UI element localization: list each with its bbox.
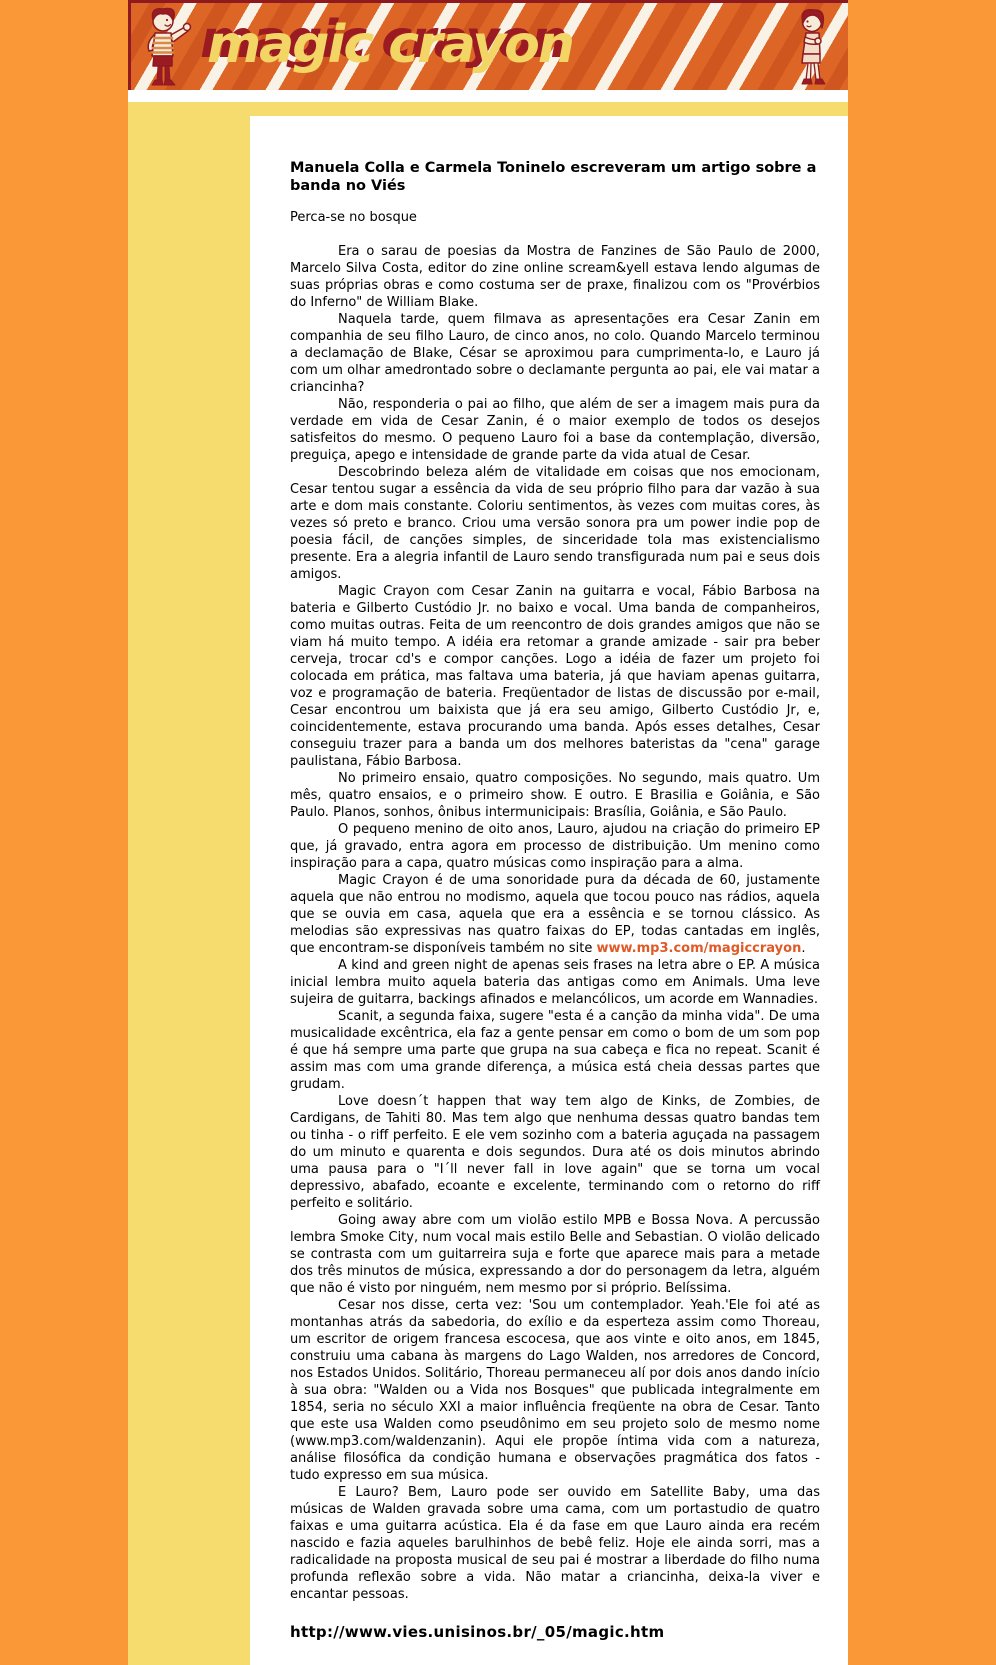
article-paragraph [290,583,820,770]
article-paragraph [290,1212,820,1297]
article-paragraph [290,1008,820,1093]
article-heading: Manuela Colla e Carmela Toninelo escreveram um artigo sobre a banda no Viés [290,160,817,194]
article-paragraph [290,311,820,396]
paragraph-text: A kind and green night de apenas seis frases na letra abre o EP. A música inicial lembra muito aquela bateria das antigas como em Animals. Uma leve sujeira de guitarra, backings afinados e melancólicos, um acorde em Wannadies. [290,958,820,1007]
article-body [290,243,820,1603]
article-paragraph [290,957,820,1008]
paragraph-text: Love doesn´t happen that way tem algo de Kinks, de Zombies, de Cardigans, de Tahiti 80. Mas tem algo que nenhuma dessas quatro bandas tem ou tinha - o riff perfeito. E ele vem sozinho com a bateria aguçada na passagem do um minuto e quarenta e dois segundos. Dura até os dois minutos abrindo uma pausa para o "I´ll never fall in love again" que se torna um vocal depressivo, abafado, ecoante e excelente, terminando com o retorno do riff perfeito e solitário. [290,1094,820,1211]
site-header-banner [128,0,848,90]
paragraph-text: E Lauro? Bem, Lauro pode ser ouvido em Satellite Baby, uma das músicas de Walden gravada sobre uma cama, com um portastudio de quatro faixas e uma guitarra acústica. Ela é da fase em que Lauro ainda era recém nascido e fazia aqueles barulhinhos de bebê feliz. Hoje ele ainda sorri, mas a radicalidade na proposta musical de seu pai é mostrar a liberdade do filho numa profunda reflexão sobre a vida. Não matar a criancinha, deixa-la viver e encantar pessoas. [290,1485,820,1602]
paragraph-text: O pequeno menino de oito anos, Lauro, ajudou na criação do primeiro EP que, já gravado, entra agora em processo de distribuição. Um menino como inspiração para a capa, quatro músicas como inspiração para a alma. [290,822,820,871]
content-frame [128,102,848,1665]
paragraph-text: Descobrindo beleza além de vitalidade em coisas que nos emocionam, Cesar tentou sugar a essência da vida de seu próprio filho para dar vazão à sua arte e dom mais constante. Coloriu sentimentos, às vezes com muitas cores, às vezes só preto e branco. Criou uma versão sonora pra um power indie pop de poesia fácil, de canções simples, de sinceridade tola mas existencialismo presente. Era a alegria infantil de Lauro sendo transfigurada num pai e seus dois amigos. [290,465,820,582]
article-paragraph [290,872,820,957]
paragraph-text: Magic Crayon com Cesar Zanin na guitarra e vocal, Fábio Barbosa na bateria e Gilberto Custódio Jr. no baixo e vocal. Uma banda de companheiros, como muitas outras. Feita de um reencontro de dois grandes amigos que não se viam há muito tempo. A idéia era retomar a grande amizade - sair pra beber cerveja, trocar cd's e compor canções. Logo a idéia de fazer um projeto foi colocada em prática, mas faltava uma bateria, já que haviam apenas guitarra, voz e programação de bateria. Freqüentador de listas de discussão por e-mail, Cesar encontrou um baixista que já era seu amigo, Gilberto Custódio Jr, e, coincidentemente, estava procurando uma banda. Após esses detalhes, Cesar conseguiu trazer para a banda um dos melhores bateristas da "cena" garage paulistana, Fábio Barbosa. [290,584,820,769]
article-paragraph [290,396,820,464]
article-panel [250,116,848,1665]
article-paragraph [290,243,820,311]
article-paragraph [290,770,820,821]
cartoon-boy-mascot-icon [135,6,193,88]
article-paragraph [290,1297,820,1484]
source-url: http://www.vies.unisinos.br/_05/magic.htm [290,1623,665,1641]
paragraph-text: Scanit, a segunda faixa, sugere "esta é a canção da minha vida". De uma musicalidade excêntrica, ela faz a gente pensar em como o bom de um som pop é que há sempre uma parte que grupa na sua cabeça e fica no repeat. Scanit é assim mas com uma grande diferença, a música está cheia dessas partes que grudam. [290,1009,820,1092]
paragraph-text: No primeiro ensaio, quatro composições. No segundo, mais quatro. Um mês, quatro ensaios, e o primeiro show. E outro. E Brasilia e Goiânia, e São Paulo. Planos, sonhos, ônibus intermunicipais: Brasília, Goiânia, e São Paulo. [290,771,820,820]
paragraph-text: . [801,941,806,956]
header-divider [128,90,848,102]
site-wrapper [128,0,848,1665]
paragraph-text: Não, responderia o pai ao filho, que além de ser a imagem mais pura da verdade em vida de Cesar Zanin, é o maior exemplo de todos os desejos satisfeitos do mesmo. O pequeno Lauro foi a base da contemplação, diversão, preguiça, apego e intensidade de grande parte da vida atual de Cesar. [290,397,820,463]
paragraph-text: Naquela tarde, quem filmava as apresentações era Cesar Zanin em companhia de seu filho Lauro, de cinco anos, no colo. Quando Marcelo terminou a declamação de Blake, César se aproximou para cumprimenta-lo, e Lauro já com um olhar amedrontado sobre o declamante pergunta ao pai, ele vai matar a criancinha? [290,312,820,395]
mp3-magiccrayon-link[interactable]: www.mp3.com/magiccrayon [596,941,802,956]
site-logo: magic crayon [207,15,573,75]
paragraph-text: Cesar nos disse, certa vez: 'Sou um contemplador. Yeah.'Ele foi até as montanhas atrás da sabedoria, do exílio e da esperteza assim como Thoreau, um escritor de origem francesa escocesa, que aos vinte e oito anos, em 1845, construiu uma cabana às margens do Lago Walden, nos arredores de Concord, nos Estados Unidos. Solitário, Thoreau permaneceu alí por dois anos dando início à sua obra: "Walden ou a Vida nos Bosques" que publicada integralmente em 1854, seria no século XXI a maior influência freqüente na obra de Cesar. Tanto que este usa Walden como pseudônimo em seu projeto solo de mesmo nome (www.mp3.com/waldenzanin). Aqui ele propõe íntima vida com a natureza, análise filosófica da condição humana e observações pragmática dos fatos - tudo expresso em sua música. [290,1298,820,1483]
article-paragraph [290,1484,820,1603]
article-paragraph [290,821,820,872]
cartoon-kid-mascot-icon [788,6,840,88]
paragraph-text: Magic Crayon é de uma sonoridade pura da década de 60, justamente aquela que não entrou no modismo, aquela que tocou pouco nas rádios, aquela que se ouvia em casa, aquela que era a essência e se tornou clássico. As melodias são expressivas nas quatro faixas do EP, todas cantadas em inglês, que encontram-se disponíveis também no site [290,873,820,956]
article-subtitle: Perca-se no bosque [290,210,417,225]
article-paragraph [290,1093,820,1212]
article-paragraph [290,464,820,583]
paragraph-text: Era o sarau de poesias da Mostra de Fanzines de São Paulo de 2000, Marcelo Silva Costa, editor do zine online scream&yell estava lendo algumas de suas próprias obras e como costuma ser de praxe, finalizou com os "Provérbios do Inferno" de William Blake. [290,244,820,310]
paragraph-text: Going away abre com um violão estilo MPB e Bossa Nova. A percussão lembra Smoke City, num vocal mais estilo Belle and Sebastian. O violão delicado se contrasta com um guitarreira suja e forte que aparece mais para a metade dos três minutos de música, expressando a dor do personagem da letra, alguém que não é visto por ninguém, nem mesmo por si próprio. Belíssima. [290,1213,820,1296]
